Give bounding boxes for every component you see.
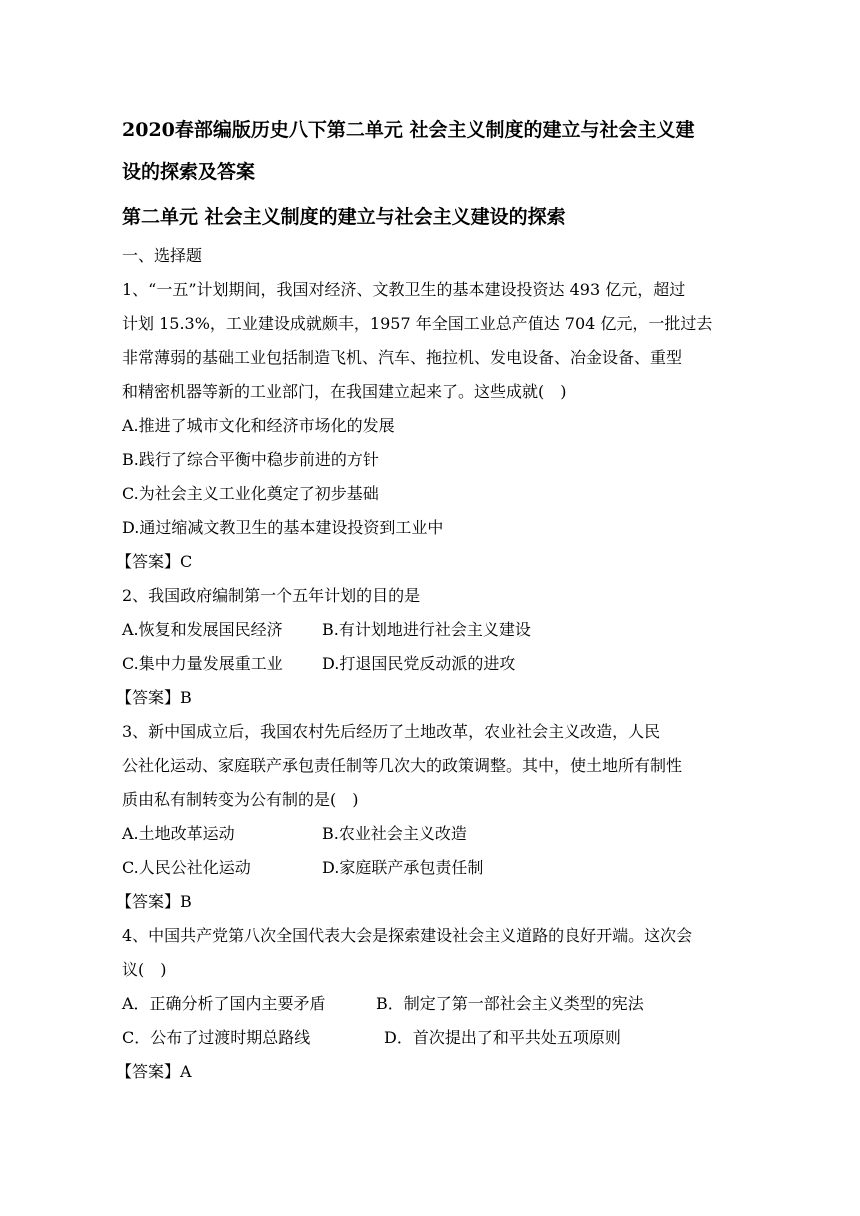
q1-option-d: D.通过缩减文教卫生的基本建设投资到工业中 bbox=[122, 518, 444, 537]
q4-stem-line-2: 议( ) bbox=[122, 960, 167, 979]
document-title-line-2: 设的探索及答案 bbox=[122, 161, 256, 183]
q2-option-d: D.打退国民党反动派的进攻 bbox=[322, 654, 516, 673]
document-title-line-1: 2020春部编版历史八下第二单元 社会主义制度的建立与社会主义建 bbox=[122, 119, 695, 141]
q3-option-b: B.农业社会主义改造 bbox=[322, 824, 467, 843]
q1-stem-line-1: 1、“一五”计划期间，我国对经济、文教卫生的基本建设投资达 493 亿元，超过 bbox=[122, 280, 686, 299]
q2-option-b: B.有计划地进行社会主义建设 bbox=[322, 620, 531, 639]
q3-stem-line-2: 公社化运动、家庭联产承包责任制等几次大的政策调整。其中，使土地所有制性 bbox=[122, 756, 683, 775]
q2-option-a: A.恢复和发展国民经济 bbox=[122, 620, 283, 639]
q3-option-c: C.人民公社化运动 bbox=[122, 858, 251, 877]
q4-answer: 【答案】A bbox=[116, 1062, 192, 1081]
q4-option-c: C．公布了过渡时期总路线 bbox=[122, 1028, 311, 1047]
q1-option-b: B.践行了综合平衡中稳步前进的方针 bbox=[122, 450, 379, 469]
q1-answer: 【答案】C bbox=[116, 552, 193, 571]
q2-stem: 2、我国政府编制第一个五年计划的目的是 bbox=[122, 586, 421, 605]
q1-stem-line-2: 计划 15.3%，工业建设成就颇丰，1957 年全国工业总产值达 704 亿元，一批过去 bbox=[122, 314, 713, 333]
unit-heading: 第二单元 社会主义制度的建立与社会主义建设的探索 bbox=[122, 206, 566, 228]
q3-option-d: D.家庭联产承包责任制 bbox=[322, 858, 484, 877]
q1-option-c: C.为社会主义工业化奠定了初步基础 bbox=[122, 484, 379, 503]
q2-option-c: C.集中力量发展重工业 bbox=[122, 654, 283, 673]
q1-option-a: A.推进了城市文化和经济市场化的发展 bbox=[122, 416, 395, 435]
q1-stem-line-4: 和精密机器等新的工业部门，在我国建立起来了。这些成就( ) bbox=[122, 382, 567, 401]
q2-answer: 【答案】B bbox=[116, 688, 192, 707]
q4-option-b: B．制定了第一部社会主义类型的宪法 bbox=[376, 994, 644, 1013]
section-heading: 一、选择题 bbox=[122, 246, 203, 265]
q3-answer: 【答案】B bbox=[116, 892, 192, 911]
q3-stem-line-3: 质由私有制转变为公有制的是( ) bbox=[122, 790, 359, 809]
q4-option-a: A．正确分析了国内主要矛盾 bbox=[122, 994, 326, 1013]
q4-stem-line-1: 4、中国共产党第八次全国代表大会是探索建设社会主义道路的良好开端。这次会 bbox=[122, 926, 693, 945]
q3-option-a: A.土地改革运动 bbox=[122, 824, 235, 843]
q3-stem-line-1: 3、新中国成立后，我国农村先后经历了土地改革，农业社会主义改造，人民 bbox=[122, 722, 661, 741]
q1-stem-line-3: 非常薄弱的基础工业包括制造飞机、汽车、拖拉机、发电设备、冶金设备、重型 bbox=[122, 348, 683, 367]
q4-option-d: D．首次提出了和平共处五项原则 bbox=[384, 1028, 621, 1047]
